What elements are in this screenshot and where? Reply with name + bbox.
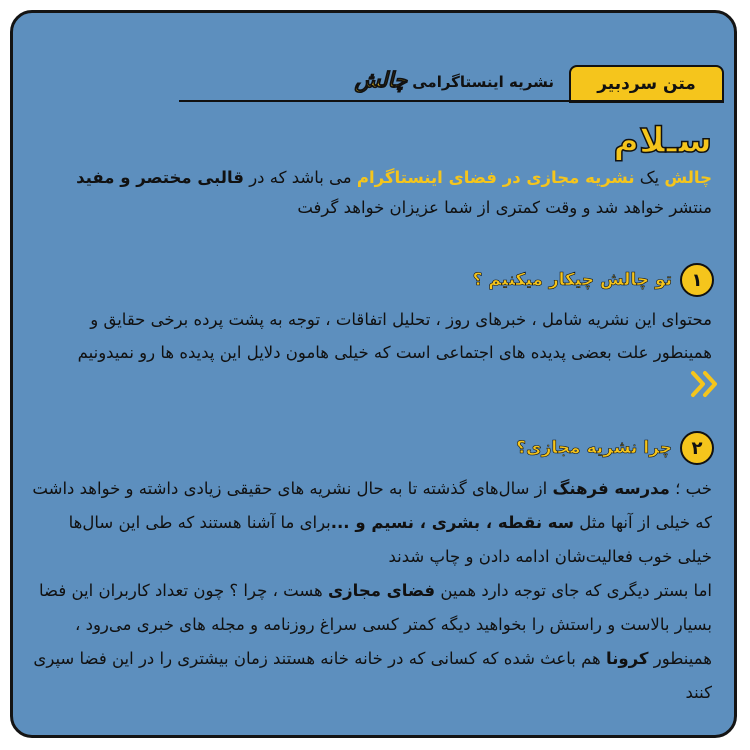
greeting-heading: سـلام [613, 121, 712, 161]
body-bold: مدرسه فرهنگ [552, 479, 670, 498]
body-bold: کرونا [606, 649, 649, 668]
magazine-tagline: نشریه اینستاگرامی [412, 73, 554, 91]
intro-text: یک [634, 168, 665, 187]
brand-logo: چالش [354, 68, 407, 92]
section-2-number: ۲ [680, 431, 714, 465]
body-bold: سه نقطه ، بشری ، نسیم و ... [330, 513, 574, 532]
header-divider [179, 100, 724, 102]
intro-text: منتشر خواهد شد و وقت کمتری از شما عزیزان خواهد گرفت [297, 198, 712, 217]
section-2-heading [516, 431, 714, 465]
body-text: از سال‌های گذشته تا به حال نشریه های حقیقی زیادی داشته و خواهد داشت که خیلی از آنها مثل [32, 479, 712, 532]
intro-paragraph [32, 163, 712, 223]
section-2-title: چرا نشریه مجازی؟ [516, 438, 672, 458]
body-text: هم باعث شده که کسانی که در خانه خانه هستند زمان بیشتری را در این فضا سپری کنند [33, 649, 712, 702]
section-1-body: محتوای این نشریه شامل ، خبرهای روز ، تحلیل اتفاقات ، توجه به پشت پرده برخی حقایق و همینطور علت بعضی پدیده های اجتماعی است که خیلی هامون دلایل این پدیده ها رو نمیدونیم [77, 310, 712, 362]
brand-mention: چالش [664, 168, 712, 187]
intro-bold: قالبی مختصر و مفید [76, 168, 244, 187]
body-text: اما بستر دیگری که جای توجه دارد همین [435, 581, 712, 600]
intro-highlight: نشریه مجازی در فضای اینستاگرام [356, 168, 635, 187]
intro-text: می باشد که در [243, 168, 357, 187]
post-card [10, 10, 737, 738]
body-text: برای ما آشنا هستند که طی این سال‌ها خیلی خوب فعالیت‌شان ادامه دادن و چاپ شدند [68, 513, 712, 566]
section-1-heading [473, 263, 714, 297]
body-text: خب ؛ [669, 479, 712, 498]
double-chevron-right-icon[interactable] [689, 369, 727, 399]
body-text: هست ، چرا ؟ چون تعداد کاربران این فضا بسیار بالاست و راستش را بخواهید دیگه کمتر کسی سراغ روزنامه و مجله های خبری می‌رود ، همینطور [39, 581, 712, 668]
magazine-title [350, 68, 554, 92]
editor-badge: متن سردبیر [569, 65, 724, 103]
section-1-title: تو چالش چیکار میکنیم ؟ [472, 270, 672, 290]
section-1-number: ۱ [680, 263, 714, 297]
body-bold: فضای مجازی [328, 581, 436, 600]
section-2-body [32, 472, 712, 710]
